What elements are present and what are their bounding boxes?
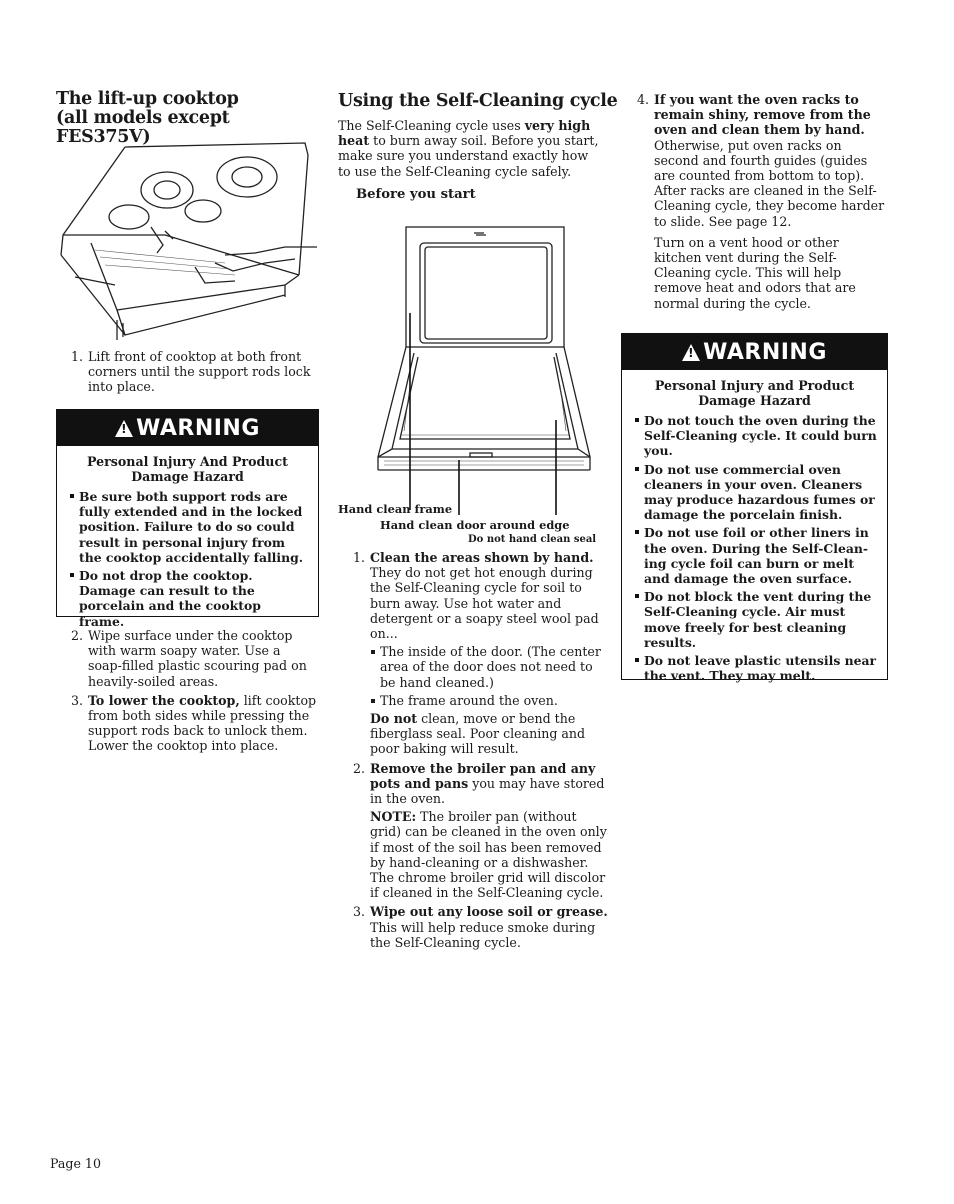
warning-item: Do not block the vent during the Self-Cleaning cycle. Air must move freely for best cleaning results. [632,589,879,650]
step-1-clean [338,550,608,757]
step-number: 2. [353,760,366,776]
cooktop-illustration [55,135,320,345]
steps-2-3 [56,628,318,758]
step-text: you may have stored in the oven. [370,775,605,807]
step-bold: If you want the oven racks to remain shiny, remove from the oven and clean them by hand. [654,92,871,138]
step-4 [622,92,888,315]
step-bold: Clean the areas shown by hand. [370,550,594,565]
warning-banner [57,410,318,446]
subhead-before-you-start: Before you start [356,187,476,202]
step-text: They do not get hot enough during the Self-Cleaning cycle for soil to burn away. Use hot water and detergent or a soapy steel wool pad on... [370,565,599,642]
step-2 [56,628,318,689]
step-1 [56,349,318,399]
step-text: Wipe surface under the cooktop with warm soapy water. Use a soap-filled plastic scouring pad on heavily-soiled areas. [88,628,307,689]
warning-triangle-icon [682,344,700,361]
warning-item: Do not use foil or other liners in the oven. During the Self-Clean-ing cycle foil can burn or melt and damage the oven surface. [632,525,879,586]
label-hand-clean-door: Hand clean door around edge [380,518,570,532]
warning-box-cooktop [56,409,319,629]
step-number: 3. [353,904,366,920]
step-bold: Wipe out any loose soil or grease. [370,904,608,920]
step-bold: Remove the broiler pan and any pots and pans [370,760,596,791]
warning-triangle-icon [115,420,133,437]
warning-heading: Personal Injury And Product Damage Hazard [87,454,288,484]
step-text: Lift front of cooktop at both front corners until the support rods lock into place. [88,349,311,395]
vent-paragraph: Turn on a vent hood or other kitchen vent during the Self-Cleaning cycle. This will help remove heat and odors that are normal during the cycle. [654,234,856,311]
step-2-remove [338,761,608,901]
oven-door-illustration [370,225,595,515]
step-number: 1. [353,550,366,565]
section-title-self-cleaning: Using the Self-Cleaning cycle [338,91,618,111]
warning-label: WARNING [136,415,260,441]
warning-banner [622,334,887,370]
note: NOTE: The broiler pan (without grid) can be cleaned in the oven only if most of the soil has been removed by hand-cleaning or a dishwasher. The chrome broiler grid will discolor if cleaned in the Self-Cleaning cycle. [370,809,607,901]
step-bold: To lower the cooktop, [88,692,240,708]
bullet-item: The frame around the oven. [370,693,608,708]
warning-heading: Personal Injury and Product Damage Hazard [654,378,855,408]
intro-paragraph: The Self-Cleaning cycle uses very high heat to burn away soil. Before you start, make sure you understand exactly how to use the Self-Cleaning cycle safely. [338,118,599,179]
step-text: This will help reduce smoke during the Self-Cleaning cycle. [370,919,596,950]
do-not-note: Do not clean, move or bend the fiberglass seal. Poor cleaning and poor baking will result. [370,711,586,757]
step-3-wipe [338,904,608,950]
step-3 [56,693,318,754]
warning-box-self-cleaning [621,333,888,684]
self-cleaning-steps [338,550,608,954]
label-hand-clean-frame: Hand clean frame [338,502,453,516]
step-number: 2. [71,628,84,643]
warning-item: Be sure both support rods are fully extended and in the locked position. Failure to do so could result in personal injury from the cooktop accidentally falling. [67,489,310,565]
step-number: 4. [637,92,650,107]
step-number: 1. [71,349,84,364]
warning-item: Do not touch the oven during the Self-Cleaning cycle. It could burn you. [632,413,879,459]
step-text: lift cooktop from both sides while pressing the support rods back to unlock them. Lower the cooktop into place. [88,692,317,754]
warning-label: WARNING [703,339,827,365]
step-text: Otherwise, put oven racks on second and fourth guides (guides are counted from bottom to top). After racks are cleaned in the Self-Cleaning cycle, they become harder to slide. See page 12. [654,137,885,229]
page-number: Page 10 [50,1156,101,1171]
bullet-item: The inside of the door. (The center area of the door does not need to be hand cleaned.) [370,644,608,690]
label-do-not-clean-seal: Do not hand clean seal [468,534,597,545]
section-title-lift-up-cooktop: The lift-up cooktop (all models except FES375V) [56,89,239,147]
warning-item: Do not leave plastic utensils near the vent. They may melt. [632,653,879,683]
step-number: 3. [71,692,84,708]
warning-item: Do not use commercial oven cleaners in your oven. Cleaners may produce hazardous fumes or damage the porcelain finish. [632,462,879,523]
warning-item: Do not drop the cooktop. Damage can result to the porcelain and the cooktop frame. [67,568,310,629]
